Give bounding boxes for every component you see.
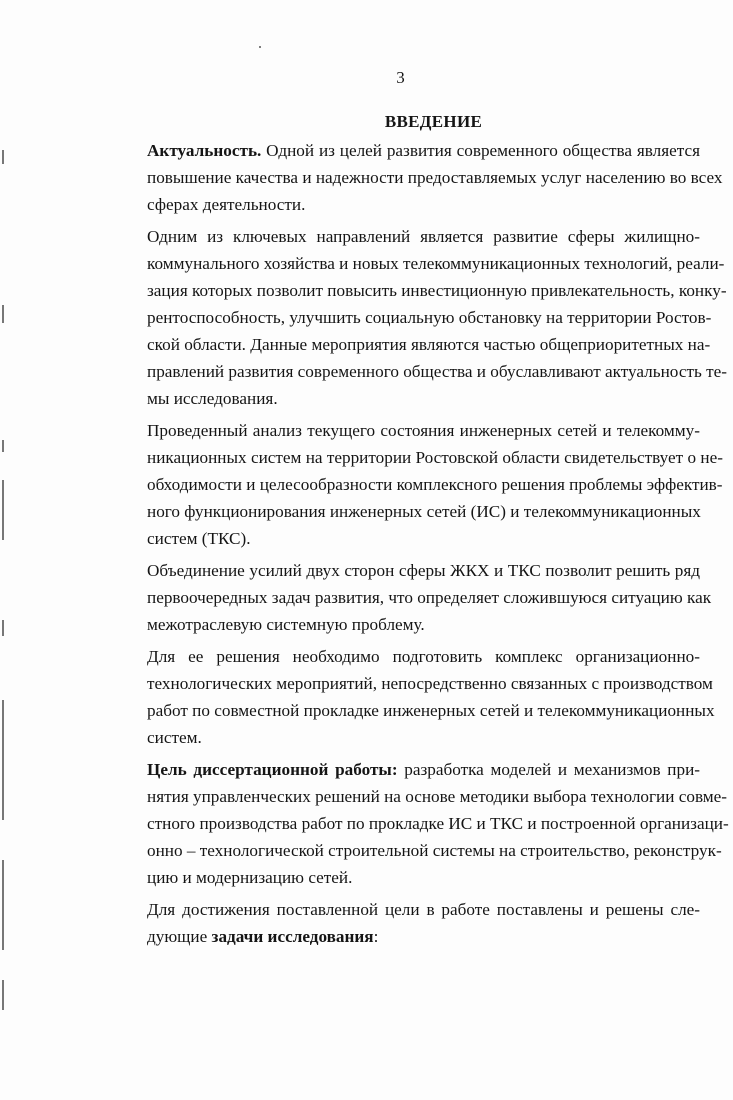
line-text: правлений развития современного общества и обуславливают актуальность те- xyxy=(147,362,727,381)
text-line xyxy=(129,611,700,638)
scan-edge-mark xyxy=(2,440,4,452)
line-text: технологических мероприятий, непосредственно связанных с производством xyxy=(147,674,713,693)
line-text: коммунального хозяйства и новых телекоммуникационных технологий, реали- xyxy=(147,254,725,273)
text-line xyxy=(147,557,700,584)
line-text: Одним из ключевых направлений является развитие сферы жилищно- xyxy=(147,227,700,246)
line-text: ного функционирования инженерных сетей (ИС) и телекоммуникационных xyxy=(147,502,701,521)
text-line xyxy=(147,896,700,923)
text-line xyxy=(129,697,715,724)
text-line xyxy=(147,643,700,670)
paragraph xyxy=(147,137,723,218)
line-text: Одной из целей развития современного общества является xyxy=(261,141,700,160)
paragraph xyxy=(147,417,723,552)
scan-edge-mark xyxy=(2,150,4,164)
scan-speck xyxy=(259,46,261,48)
text-line xyxy=(129,837,722,864)
scan-edge-mark xyxy=(2,980,4,1010)
text-line xyxy=(147,756,700,783)
line-text: стного производства работ по прокладке ИС и ТКС и построенной организаци- xyxy=(147,814,729,833)
line-text: : xyxy=(373,927,379,946)
paragraph-list xyxy=(147,137,729,950)
paragraph xyxy=(147,643,715,751)
text-line xyxy=(129,670,713,697)
text-line xyxy=(129,864,700,891)
line-text: первоочередных задач развития, что определяет сложившуюся ситуацию как xyxy=(147,588,712,607)
line-text: систем. xyxy=(147,728,202,747)
line-text: онно – технологической строительной системы на строительство, реконструк- xyxy=(147,841,722,860)
text-line xyxy=(129,358,727,385)
text-line xyxy=(129,783,728,810)
text-line xyxy=(129,331,711,358)
line-text: работ по совместной прокладке инженерных сетей и телекоммуникационных xyxy=(147,701,715,720)
line-text: Проведенный анализ текущего состояния инженерных сетей и телекомму- xyxy=(147,421,700,440)
paragraph xyxy=(147,896,700,950)
text-line xyxy=(129,304,712,331)
text-line xyxy=(129,471,723,498)
body-text xyxy=(147,108,729,955)
text-line xyxy=(129,277,727,304)
paragraph xyxy=(147,557,712,638)
text-line xyxy=(147,223,700,250)
scan-edge-mark xyxy=(2,620,4,636)
line-text: нятия управленческих решений на основе методики выбора технологии совме- xyxy=(147,787,728,806)
page-number: 3 xyxy=(396,68,405,87)
bold-term: Актуальность. xyxy=(147,141,262,160)
bold-term: Цель диссертационной работы: xyxy=(147,760,398,779)
line-text: сферах деятельности. xyxy=(147,195,306,214)
scan-edge-mark xyxy=(2,860,4,950)
line-text: рентоспособность, улучшить социальную обстановку на территории Ростов- xyxy=(147,308,712,327)
paragraph xyxy=(147,756,729,891)
text-line xyxy=(129,385,700,412)
line-text: мы исследования. xyxy=(147,389,278,408)
text-line xyxy=(129,810,729,837)
text-line xyxy=(147,137,700,164)
text-line xyxy=(129,191,700,218)
line-text: Для ее решения необходимо подготовить комплекс организационно- xyxy=(147,647,700,666)
scan-edge-mark xyxy=(2,700,4,820)
line-text: систем (ТКС). xyxy=(147,529,251,548)
line-text: межотраслевую системную проблему. xyxy=(147,615,425,634)
text-line xyxy=(129,584,712,611)
text-line xyxy=(129,444,723,471)
text-line xyxy=(147,417,700,444)
paragraph xyxy=(147,223,727,412)
scan-edge-mark xyxy=(2,305,4,323)
text-line xyxy=(129,525,700,552)
line-text: ской области. Данные мероприятия являются частью общеприоритетных на- xyxy=(147,335,711,354)
line-text: никационных систем на территории Ростовской области свидетельствует о не- xyxy=(147,448,723,467)
text-line xyxy=(129,164,723,191)
line-text: Объединение усилий двух сторон сферы ЖКХ и ТКС позволит решить ряд xyxy=(147,561,700,580)
line-text: повышение качества и надежности предоставляемых услуг населению во всех xyxy=(147,168,723,187)
line-text: цию и модернизацию сетей. xyxy=(147,868,353,887)
bold-term: задачи исследования xyxy=(211,927,374,946)
text-line xyxy=(129,724,700,751)
line-text: Для достижения поставленной цели в работе поставлены и решены сле- xyxy=(147,900,700,919)
line-text: дующие xyxy=(147,927,212,946)
text-line xyxy=(129,498,700,525)
text-line xyxy=(129,250,725,277)
text-line xyxy=(129,923,700,950)
line-text: зация которых позволит повысить инвестиционную привлекательность, конку- xyxy=(147,281,727,300)
line-text: разработка моделей и механизмов при- xyxy=(397,760,700,779)
line-text: обходимости и целесообразности комплексного решения проблемы эффектив- xyxy=(147,475,723,494)
scan-edge-mark xyxy=(2,480,4,540)
section-heading: ВВЕДЕНИЕ xyxy=(384,112,483,131)
